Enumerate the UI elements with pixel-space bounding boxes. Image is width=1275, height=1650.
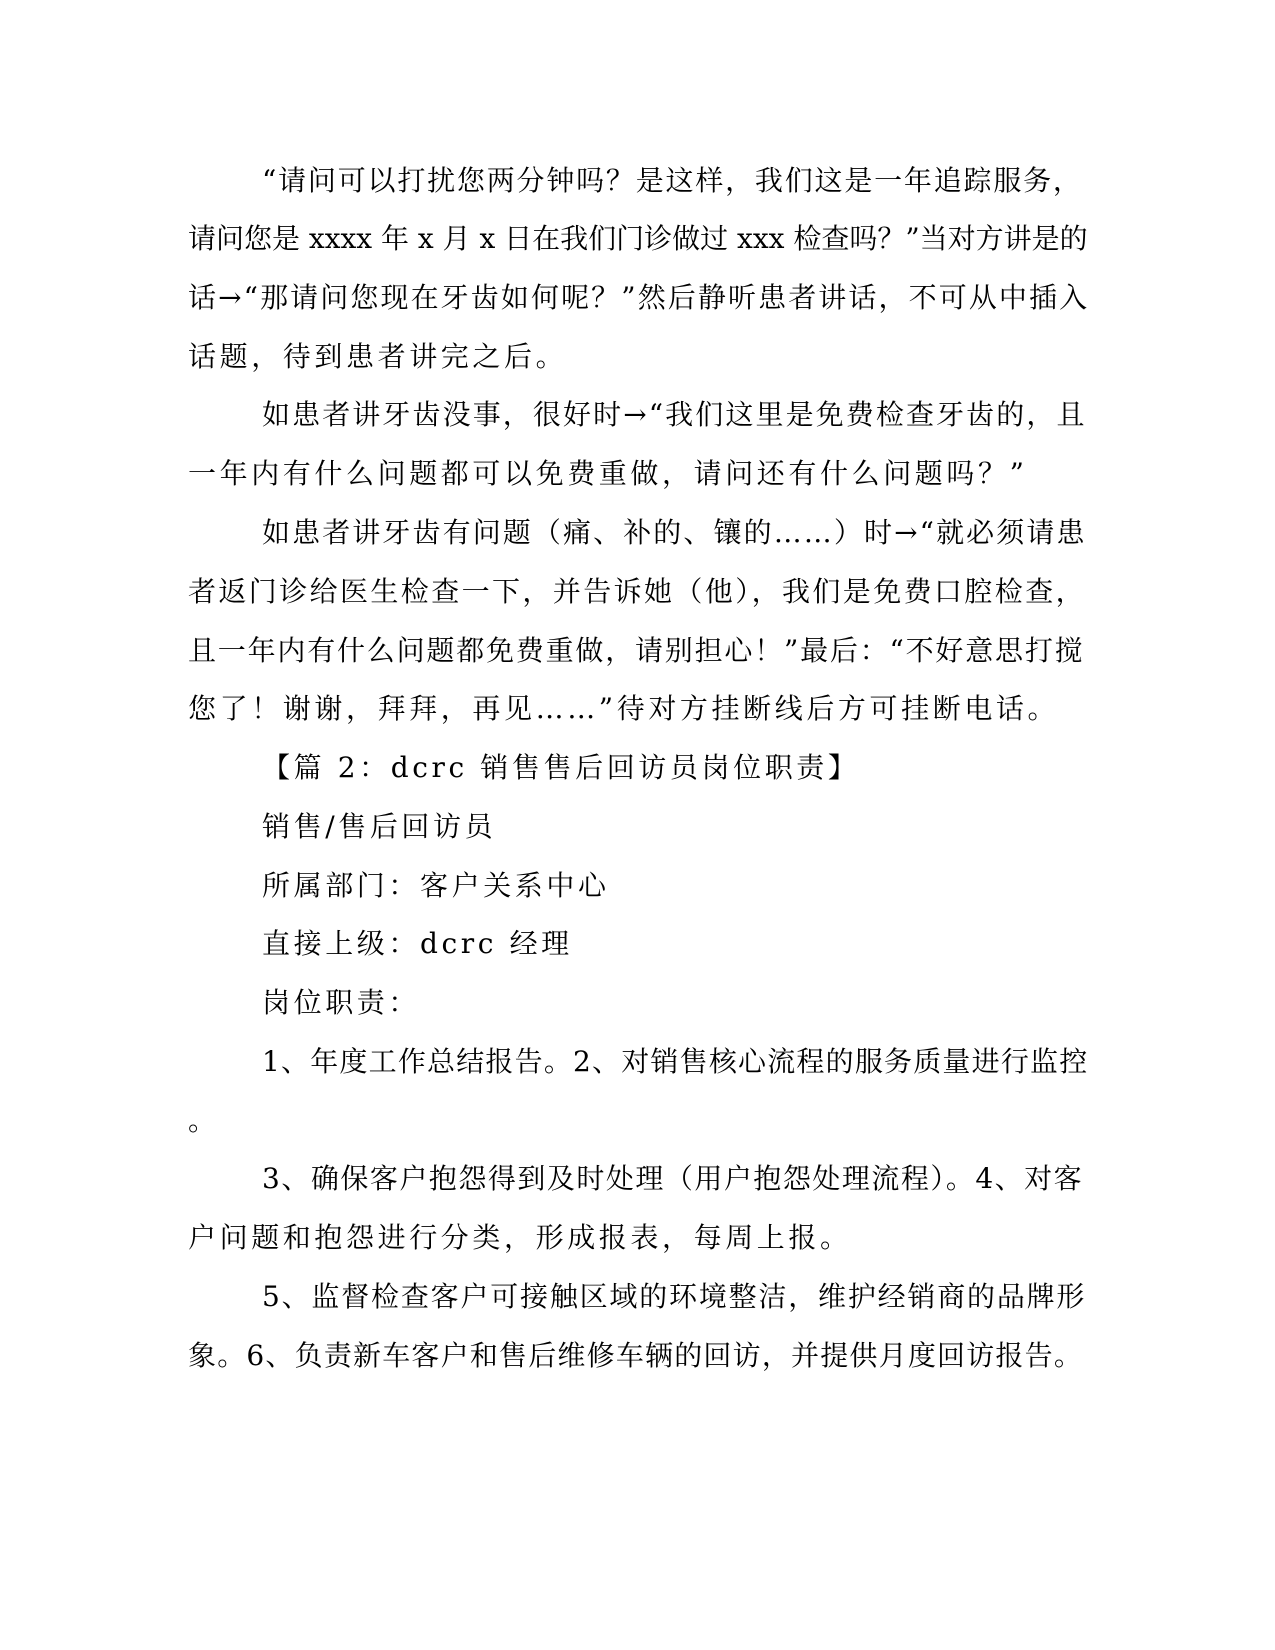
paragraph-3-line-4: 您了！谢谢，拜拜，再见……”待对方挂断线后方可挂断电话。 <box>188 692 1060 725</box>
duty-item-1-2-line-1: 1、年度工作总结报告。2、对销售核心流程的服务质量进行监控 <box>262 1045 1089 1078</box>
paragraph-1-line-4: 话题，待到患者讲完之后。 <box>188 340 568 373</box>
paragraph-3-line-3: 且一年内有什么问题都免费重做，请别担心！”最后：“不好意思打搅 <box>188 634 1085 667</box>
duty-item-3-4-line-1: 3、确保客户抱怨得到及时处理（用户抱怨处理流程）。4、对客 <box>262 1162 1084 1195</box>
duty-item-5-6-line-1: 5、监督检查客户可接触区域的环境整洁，维护经销商的品牌形 <box>262 1280 1087 1313</box>
paragraph-2-line-2: 一年内有什么问题都可以免费重做，请问还有什么问题吗？” <box>188 457 1028 490</box>
section-heading: 【篇 2：dcrc 销售售后回访员岗位职责】 <box>262 751 860 784</box>
paragraph-1-line-2: 请问您是 xxxx 年 x 月 x 日在我们门诊做过 xxx 检查吗？”当对方讲是的 <box>188 222 1088 255</box>
paragraph-3-line-1: 如患者讲牙齿有问题（痛、补的、镶的……）时→“就必须请患 <box>262 516 1087 549</box>
paragraph-1-line-3: 话→“那请问您现在牙齿如何呢？”然后静听患者讲话，不可从中插入 <box>188 281 1090 314</box>
supervisor-line: 直接上级：dcrc 经理 <box>262 927 573 960</box>
paragraph-1-line-1: “请问可以打扰您两分钟吗？是这样，我们这是一年追踪服务， <box>262 164 1083 197</box>
job-title: 销售/售后回访员 <box>262 810 497 843</box>
paragraph-3-line-2: 者返门诊给医生检查一下，并告诉她（他），我们是免费口腔检查， <box>188 575 1087 608</box>
department-line: 所属部门：客户关系中心 <box>262 869 610 902</box>
duty-item-3-4-line-2: 户问题和抱怨进行分类，形成报表，每周上报。 <box>188 1221 852 1254</box>
duty-item-5-6-line-2: 象。6、负责新车客户和售后维修车辆的回访，并提供月度回访报告。 <box>188 1339 1084 1372</box>
duties-heading: 岗位职责： <box>262 986 421 1019</box>
duty-item-1-2-line-2: 。 <box>188 1104 220 1137</box>
paragraph-2-line-1: 如患者讲牙齿没事，很好时→“我们这里是免费检查牙齿的，且 <box>262 398 1087 431</box>
